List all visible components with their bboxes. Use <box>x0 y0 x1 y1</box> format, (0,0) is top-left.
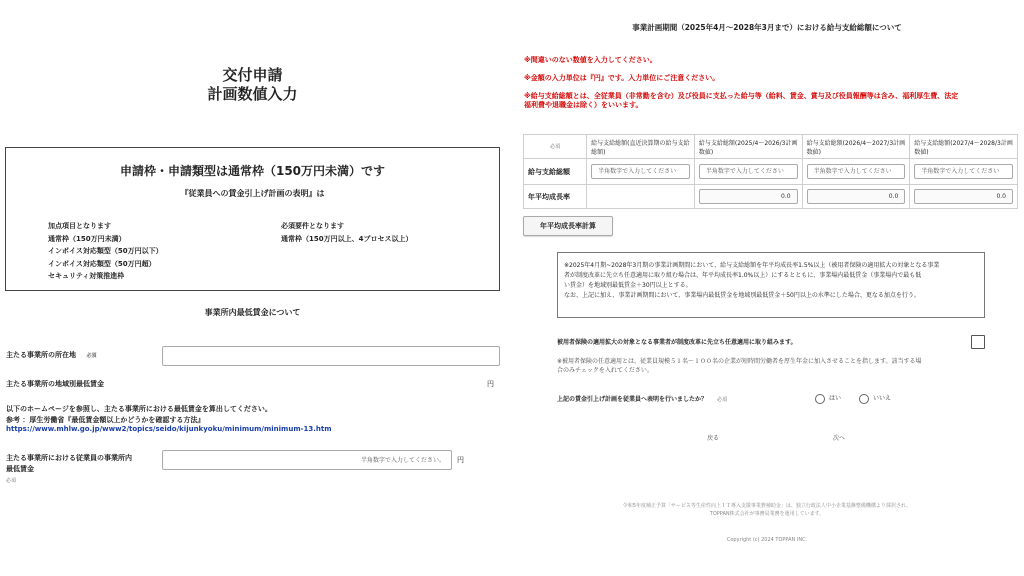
info-line: い賃金）を地域別最低賃金＋30円以上とする。 <box>564 282 692 289</box>
notice-definition-line1: ※給与支給総額とは、全従業員（非常勤を含む）及び役員に支払った給与等（給料、賃金、賞与及び役員報酬等は含み、福利厚生費、法定 <box>524 92 959 100</box>
table-header: 給与支給総額(2025/4～2026/3計画数値) <box>694 135 802 159</box>
right-title: 事業計画期間（2025年4月～2028年3月まで）における給与支給総額について <box>632 23 902 32</box>
table-header: 給与支給総額(2026/4～2027/3計画数値) <box>802 135 910 159</box>
notice-unit-yen: ※金額の入力単位は『円』です。入力単位にご注意ください。 <box>524 74 720 82</box>
insurance-note-line1: ※被用者保険の任意適用とは、従業員規模５１名～１００名の企業が短時間労働者を厚生年金に加入させることを指します。該当する場 <box>557 358 922 365</box>
table-cell <box>802 185 910 209</box>
page-title-line1: 交付申請 <box>222 66 283 84</box>
radio-no[interactable] <box>859 394 869 404</box>
notices <box>524 56 958 110</box>
page-title <box>0 66 505 104</box>
table-cell <box>802 159 910 185</box>
insurance-note <box>557 357 922 375</box>
mhlw-link[interactable]: https://www.mhlw.go.jp/www2/topics/seido/kijunkyoku/minimum/minimum-13.htm <box>6 425 332 433</box>
location-label <box>6 350 96 360</box>
location-label-text: 主たる事業所の所在地 <box>6 351 76 359</box>
box-heading: 申請枠・申請類型は通常枠（150万円未満）です <box>119 164 386 178</box>
required-badge: 必須 <box>717 397 728 403</box>
regional-min-wage-label: 主たる事業所の地域別最低賃金 <box>6 380 104 388</box>
notice-accurate-values: ※間違いのない数値を入力してください。 <box>524 56 657 64</box>
table-corner: 必須 <box>524 135 587 159</box>
growth-rate-fy2025 <box>699 189 798 204</box>
footer-line2: TOPPAN株式会社が事務局業務を運用しています。 <box>709 511 825 517</box>
back-button[interactable]: 戻る <box>707 435 720 442</box>
info-line: 者が制度改革に先立ち任意適用に取り組む場合は、年平均成長率1.0%以上）にするとともに、事業場内最低賃金（事業場内で最も低 <box>564 272 922 279</box>
footer <box>510 502 1024 518</box>
bonus-item: 通常枠（150万円未満） <box>48 234 126 243</box>
footer-line1: 令和5年度補正予算「サービス等生産性向上ＩＴ導入支援事業費補助金」は、独立行政法人中小企業基盤整備機構より採択され、 <box>622 503 912 509</box>
declare-no-option[interactable] <box>859 393 891 404</box>
insurance-label: 被用者保険の適用拡大の対象となる事業者が制度改革に先立ち任意適用に取り組みます。 <box>557 339 797 346</box>
notice-definition-line2: 福利費や退職金は除く）をいいます。 <box>524 101 643 109</box>
next-button[interactable]: 次へ <box>833 435 846 442</box>
info-line: なお、上記に加え、事業計画期間において、事業場内最低賃金を地域別最低賃金＋50円以上の水準にした場合、更なる加点を行う。 <box>564 292 920 299</box>
min-wage-section-title: 事業所内最低賃金について <box>204 308 301 317</box>
row-label-salary: 給与支給総額 <box>524 159 587 185</box>
declare-question-text: 上記の賃金引上げ計画を従業員へ表明を行いましたか？ <box>557 396 708 403</box>
table-cell <box>910 185 1018 209</box>
required-badge: 必須 <box>6 478 17 484</box>
row-label-growth: 年平均成長率 <box>524 185 587 209</box>
location-input[interactable] <box>162 346 500 366</box>
growth-rate-fy2027 <box>914 189 1013 204</box>
radio-yes[interactable] <box>815 394 825 404</box>
employee-min-wage-label-line2: 最低賃金 <box>6 465 34 473</box>
info-line: ※2025年4月期~2028年3月期の事業計画期間において、給与支給総額を年平均成長率1.5%以上（被用者保険の適用拡大の対象となる事業 <box>564 262 940 269</box>
employee-min-wage-input[interactable] <box>162 450 452 470</box>
info-box <box>557 252 985 318</box>
required-items-column <box>281 220 412 245</box>
salary-input-fy2025[interactable] <box>699 164 798 179</box>
bonus-items-title: 加点項目となります <box>48 222 111 230</box>
required-item: 通常枠（150万円以上、4プロセス以上） <box>281 234 413 243</box>
guide-text: 以下のホームページを参照し、主たる事業所における最低賃金を算出してください。 <box>6 405 272 413</box>
declare-question <box>557 394 727 403</box>
yes-label: はい <box>829 395 842 402</box>
no-label: いいえ <box>873 395 892 402</box>
guide-reference: 参考 ：厚生労働省『最低賃金額以上かどうかを確認する方法』 <box>6 416 205 424</box>
insurance-note-line2: 合のみチェックを入れてください。 <box>557 367 653 374</box>
employee-min-wage-label-line1: 主たる事業所における従業員の事業所内 <box>6 454 132 462</box>
bonus-item: セキュリティ対策推進枠 <box>48 272 125 280</box>
table-cell <box>910 159 1018 185</box>
salary-table <box>523 134 1018 209</box>
salary-input-latest[interactable] <box>591 164 690 179</box>
required-items-title: 必須要件となります <box>281 222 344 230</box>
declare-yes-option[interactable] <box>815 393 841 404</box>
required-badge: 必須 <box>86 353 97 359</box>
table-header: 給与支給総額(2027/4～2028/3計画数値) <box>910 135 1018 159</box>
bonus-item: インボイス対応類型（50万円超） <box>48 259 156 268</box>
regional-min-wage-unit: 円 <box>487 380 494 388</box>
growth-rate-fy2026 <box>807 189 906 204</box>
table-cell <box>694 159 802 185</box>
salary-input-fy2026[interactable] <box>807 164 906 179</box>
calc-growth-button[interactable]: 年平均成長率計算 <box>523 216 613 236</box>
bonus-items-column <box>48 220 163 283</box>
table-cell <box>587 159 695 185</box>
salary-input-fy2027[interactable] <box>914 164 1013 179</box>
table-cell <box>587 185 695 209</box>
bonus-item: インボイス対応類型（50万円以下） <box>48 247 163 255</box>
application-type-box <box>5 147 500 291</box>
copyright: Copyright (c) 2024 TOPPAN INC. <box>726 537 808 543</box>
employee-min-wage-label <box>6 453 132 487</box>
table-header: 給与支給総額(直近決算期の給与支給総額) <box>587 135 695 159</box>
table-cell <box>694 185 802 209</box>
employee-min-wage-unit: 円 <box>457 456 464 464</box>
page-title-line2: 計画数値入力 <box>207 85 298 103</box>
insurance-checkbox[interactable] <box>971 335 985 349</box>
box-subheading: 『従業員への賃金引上げ計画の表明』は <box>180 189 325 198</box>
